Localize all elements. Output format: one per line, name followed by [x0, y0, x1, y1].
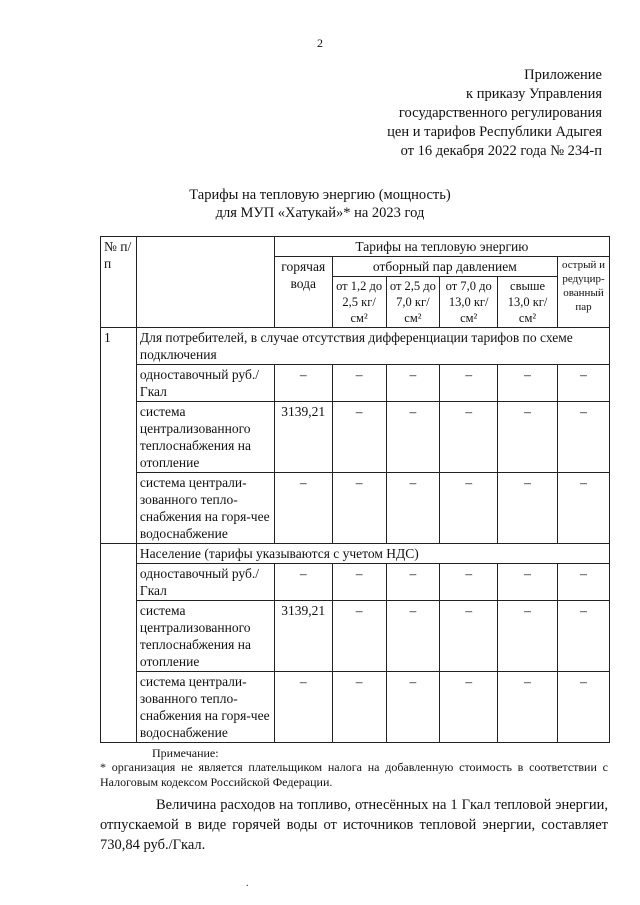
row-label: система централизованного теплоснабжения на отопление	[136, 601, 274, 672]
cell-value: –	[440, 672, 498, 743]
cell-value: –	[332, 601, 386, 672]
cell-value: –	[557, 473, 609, 544]
row-label: система централи-зованного тепло-снабжения на горя-чее водоснабжение	[136, 473, 274, 544]
annex-line: к приказу Управления	[466, 86, 602, 102]
header-pressure: от 2,5 до 7,0 кг/см²	[386, 277, 440, 328]
header-pressure: от 1,2 до 2,5 кг/см²	[332, 277, 386, 328]
cell-value: –	[274, 672, 332, 743]
section-num: 1	[101, 328, 137, 544]
cell-value: –	[557, 402, 609, 473]
fuel-cost-paragraph: Величина расходов на топливо, отнесённых на 1 Гкал тепловой энергии, отпускаемой в виде горячей воды от источников тепловой энергии, составляет 730,84 руб./Гкал.	[100, 797, 608, 853]
header-steam: отборный пар давлением	[332, 257, 557, 277]
table-row	[101, 365, 610, 402]
header-pressure: свыше 13,0 кг/см²	[498, 277, 558, 328]
section-title: Для потребителей, в случае отсутствия дифференциации тарифов по схеме подключения	[136, 328, 609, 365]
header-tariffs: Тарифы на тепловую энергию	[274, 237, 609, 257]
cell-value: –	[498, 473, 558, 544]
title-line-2: для МУП «Хатукай»* на 2023 год	[215, 205, 425, 221]
table-row	[101, 402, 610, 473]
cell-value: –	[386, 473, 440, 544]
cell-value: 3139,21	[274, 601, 332, 672]
cell-value: –	[498, 365, 558, 402]
title-line-1: Тарифы на тепловую энергию (мощность)	[189, 187, 451, 203]
section-title: Население (тарифы указываются с учетом НДС)	[136, 544, 609, 564]
cell-value: –	[440, 365, 498, 402]
table-row	[101, 672, 610, 743]
header-pressure: от 7,0 до 13,0 кг/см²	[440, 277, 498, 328]
section-num-empty	[101, 544, 137, 743]
cell-value: –	[386, 601, 440, 672]
note-text: * организация не является плательщиком налога на добавленную стоимость в соответствии с Налоговым кодексом Российской Федерации.	[100, 760, 608, 789]
table-row	[101, 473, 610, 544]
cell-value: –	[332, 473, 386, 544]
note-label: Примечание:	[152, 746, 219, 760]
annex-line: от 16 декабря 2022 года № 234-п	[400, 143, 602, 159]
table-row	[101, 564, 610, 601]
header-hot-water: горячая вода	[274, 257, 332, 328]
table-row	[101, 601, 610, 672]
cell-value: –	[386, 564, 440, 601]
cell-value: –	[557, 365, 609, 402]
annex-block	[387, 66, 602, 161]
annex-line: цен и тарифов Республики Адыгея	[387, 124, 602, 140]
cell-value: –	[557, 672, 609, 743]
cell-value: –	[557, 601, 609, 672]
cell-value: –	[498, 672, 558, 743]
cell-value: –	[332, 402, 386, 473]
cell-value: –	[274, 365, 332, 402]
page-number: 2	[317, 36, 323, 50]
cell-value: –	[440, 601, 498, 672]
cell-value: –	[386, 365, 440, 402]
cell-value: –	[386, 672, 440, 743]
tariff-table	[100, 236, 610, 743]
cell-value: –	[498, 402, 558, 473]
annex-line: Приложение	[524, 67, 602, 83]
header-sharp-steam: острый и редуцир-ованный пар	[557, 257, 609, 328]
cell-value: –	[498, 601, 558, 672]
document-title	[0, 186, 640, 222]
row-label: система централи-зованного тепло-снабжения на горя-чее водоснабжение	[136, 672, 274, 743]
cell-value: –	[332, 672, 386, 743]
row-label: одноставочный руб./Гкал	[136, 564, 274, 601]
cell-value: –	[386, 402, 440, 473]
cell-value: –	[557, 564, 609, 601]
cell-value: –	[332, 365, 386, 402]
row-label: система централизованного теплоснабжения на отопление	[136, 402, 274, 473]
cell-value: –	[274, 473, 332, 544]
cell-value: 3139,21	[274, 402, 332, 473]
cell-value: –	[440, 473, 498, 544]
cell-value: –	[332, 564, 386, 601]
header-empty	[136, 237, 274, 328]
cell-value: –	[498, 564, 558, 601]
annex-line: государственного регулирования	[398, 105, 602, 121]
row-label: одноставочный руб./Гкал	[136, 365, 274, 402]
header-num: № п/п	[101, 237, 137, 328]
cell-value: –	[440, 564, 498, 601]
cell-value: –	[274, 564, 332, 601]
cell-value: –	[440, 402, 498, 473]
footer-mark: .	[246, 878, 249, 889]
